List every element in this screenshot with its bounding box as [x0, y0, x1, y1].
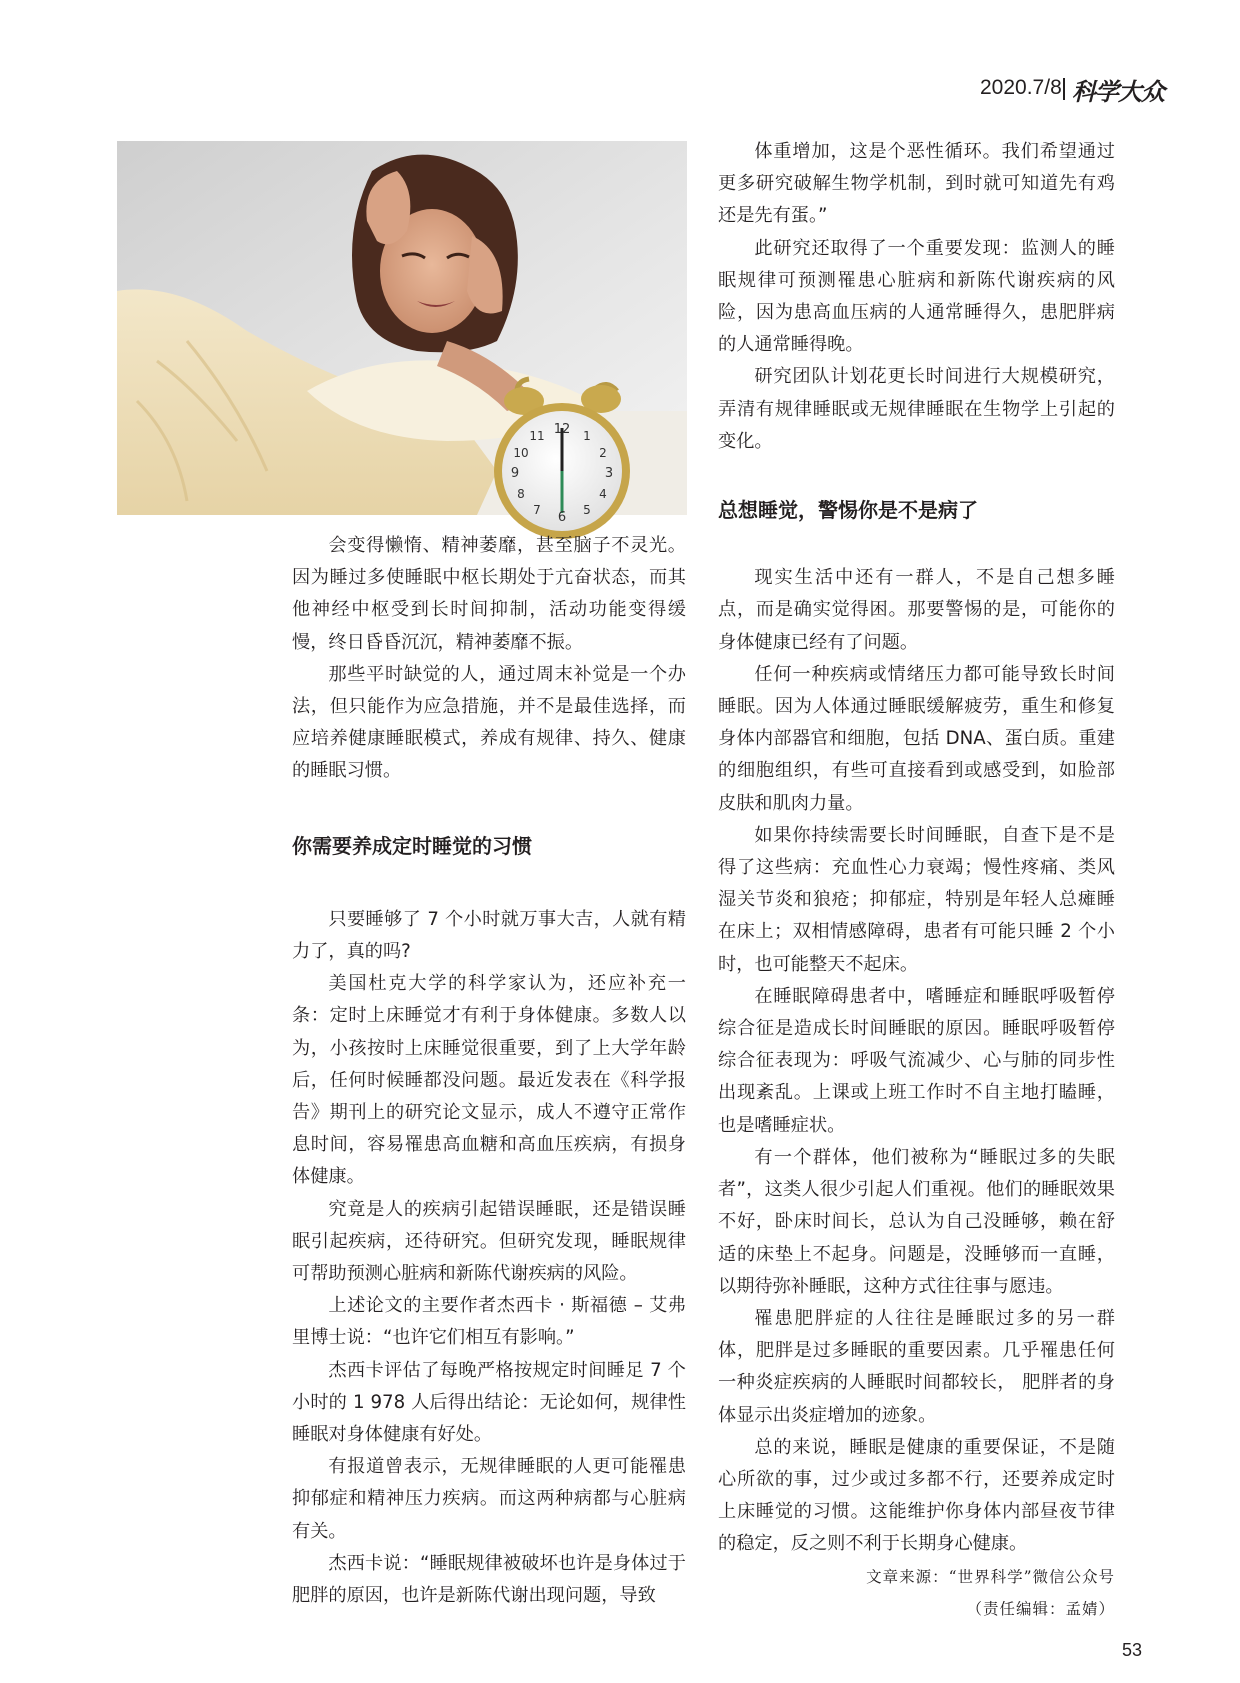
- paragraph: 只要睡够了 7 个小时就万事大吉，人就有精力了，真的吗?: [292, 908, 686, 963]
- paragraph: 有报道曾表示，无规律睡眠的人更可能罹患抑郁症和精神压力疾病。而这两种病都与心脏病有关。: [292, 1456, 686, 1542]
- left-column: [292, 530, 686, 1612]
- editor-credit: （责任编辑：孟婧）: [966, 1599, 1115, 1618]
- paragraph: 那些平时缺觉的人，通过周末补觉是一个办法，但只能作为应急措施，并不是最佳选择，而应培养健康睡眠模式，养成有规律、持久、健康的睡眠习惯。: [292, 663, 686, 782]
- clock-numeral: 3: [604, 466, 614, 481]
- issue-date: 2020.7/8: [980, 76, 1062, 99]
- clock-numeral: 12: [553, 422, 571, 437]
- clock-numeral: 7: [533, 503, 541, 517]
- clock-numeral: 8: [517, 487, 525, 501]
- paragraph: 如果你持续需要长时间睡眠，自查下是不是得了这些病：充血性心力衰竭；慢性疼痛、类风湿关节炎和狼疮；抑郁症，特别是年轻人总瘫睡在床上；双相情感障碍，患者有可能只睡 2 个小时，也可能整天不起床。: [718, 824, 1115, 975]
- clock-numeral: 2: [599, 446, 607, 460]
- paragraph: 会变得懒惰、精神萎靡，甚至脑子不灵光。因为睡过多使睡眠中枢长期处于亢奋状态，而其他神经中枢受到长时间抑制，活动功能变得缓慢，终日昏昏沉沉，精神萎靡不振。: [292, 535, 686, 653]
- paragraph: 任何一种疾病或情绪压力都可能导致长时间睡眠。因为人体通过睡眠缓解疲劳，重生和修复身体内部器官和细胞，包括 DNA、蛋白质。重建的细胞组织，有些可直接看到或感受到，如脸部皮肤和肌肉力量。: [718, 663, 1115, 814]
- clock-numeral: 4: [599, 487, 607, 501]
- paragraph: 罹患肥胖症的人往往是睡眠过多的另一群体，肥胖是过多睡眠的重要因素。几乎罹患任何一种炎症疾病的人睡眠时间都较长， 肥胖者的身体显示出炎症增加的迹象。: [718, 1307, 1115, 1426]
- woman-alarm-clock-illustration: [117, 141, 687, 525]
- paragraph: 究竟是人的疾病引起错误睡眠，还是错误睡眠引起疾病，还待研究。但研究发现，睡眠规律可帮助预测心脏病和新陈代谢疾病的风险。: [292, 1198, 686, 1285]
- section-heading: 总想睡觉，警惕你是不是病了: [718, 498, 978, 523]
- header-divider: [1063, 78, 1065, 100]
- paragraph: 有一个群体，他们被称为“睡眠过多的失眠者”，这类人很少引起人们重视。他们的睡眠效果不好，卧床时间长，总认为自己没睡够，赖在舒适的床垫上不起身。问题是，没睡够而一直睡，以期待弥补睡眠，这种方式往往事与愿违。: [718, 1146, 1115, 1297]
- clock-numeral: 11: [529, 429, 545, 443]
- clock-numeral: 1: [583, 429, 591, 443]
- clock-numeral: 9: [510, 466, 520, 481]
- right-column: [718, 136, 1115, 1625]
- article-source: 文章来源：“世界科学”微信公众号: [866, 1567, 1115, 1586]
- clock-numeral: 10: [513, 446, 529, 460]
- paragraph: 上述论文的主要作者杰西卡 · 斯福德 – 艾弗里博士说：“也许它们相互有影响。”: [292, 1295, 686, 1349]
- paragraph: 体重增加，这是个恶性循环。我们希望通过更多研究破解生物学机制，到时就可知道先有鸡还是先有蛋。”: [718, 141, 1115, 227]
- paragraph: 现实生活中还有一群人，不是自己想多睡点，而是确实觉得困。那要警惕的是，可能你的身体健康已经有了问题。: [718, 567, 1115, 653]
- paragraph: 此研究还取得了一个重要发现：监测人的睡眠规律可预测罹患心脏病和新陈代谢疾病的风险，因为患高血压病的人通常睡得久，患肥胖病的人通常睡得晚。: [718, 237, 1115, 356]
- section-heading: 你需要养成定时睡觉的习惯: [292, 833, 532, 858]
- paragraph: 研究团队计划花更长时间进行大规模研究，弄清有规律睡眠或无规律睡眠在生物学上引起的变化。: [718, 366, 1115, 452]
- alarm-clock-icon: [494, 379, 630, 539]
- clock-numeral: 6: [557, 510, 567, 525]
- article-photo: [117, 141, 687, 525]
- paragraph: 杰西卡评估了每晚严格按规定时间睡足 7 个小时的 1 978 人后得出结论：无论如何，规律性睡眠对身体健康有好处。: [292, 1359, 686, 1446]
- paragraph: 杰西卡说：“睡眠规律被破坏也许是身体过于肥胖的原因，也许是新陈代谢出现问题，导致: [292, 1552, 686, 1607]
- page-number: 53: [1122, 1640, 1143, 1660]
- magazine-logo: 科学大众: [1072, 77, 1164, 106]
- paragraph: 美国杜克大学的科学家认为，还应补充一条：定时上床睡觉才有利于身体健康。多数人以为，小孩按时上床睡觉很重要，到了上大学年龄后，任何时候睡都没问题。最近发表在《科学报告》期刊上的研究论文显示，成人不遵守正常作息时间，容易罹患高血糖和高血压疾病，有损身体健康。: [292, 973, 686, 1188]
- clock-numeral: 5: [583, 503, 591, 517]
- paragraph: 总的来说，睡眠是健康的重要保证，不是随心所欲的事，过少或过多都不行，还要养成定时上床睡觉的习惯。这能维护你身体内部昼夜节律的稳定，反之则不利于长期身心健康。: [718, 1436, 1115, 1555]
- paragraph: 在睡眠障碍患者中，嗜睡症和睡眠呼吸暂停综合征是造成长时间睡眠的原因。睡眠呼吸暂停综合征表现为：呼吸气流减少、心与肺的同步性出现紊乱。上课或上班工作时不自主地打瞌睡，也是嗜睡症状。: [718, 985, 1115, 1136]
